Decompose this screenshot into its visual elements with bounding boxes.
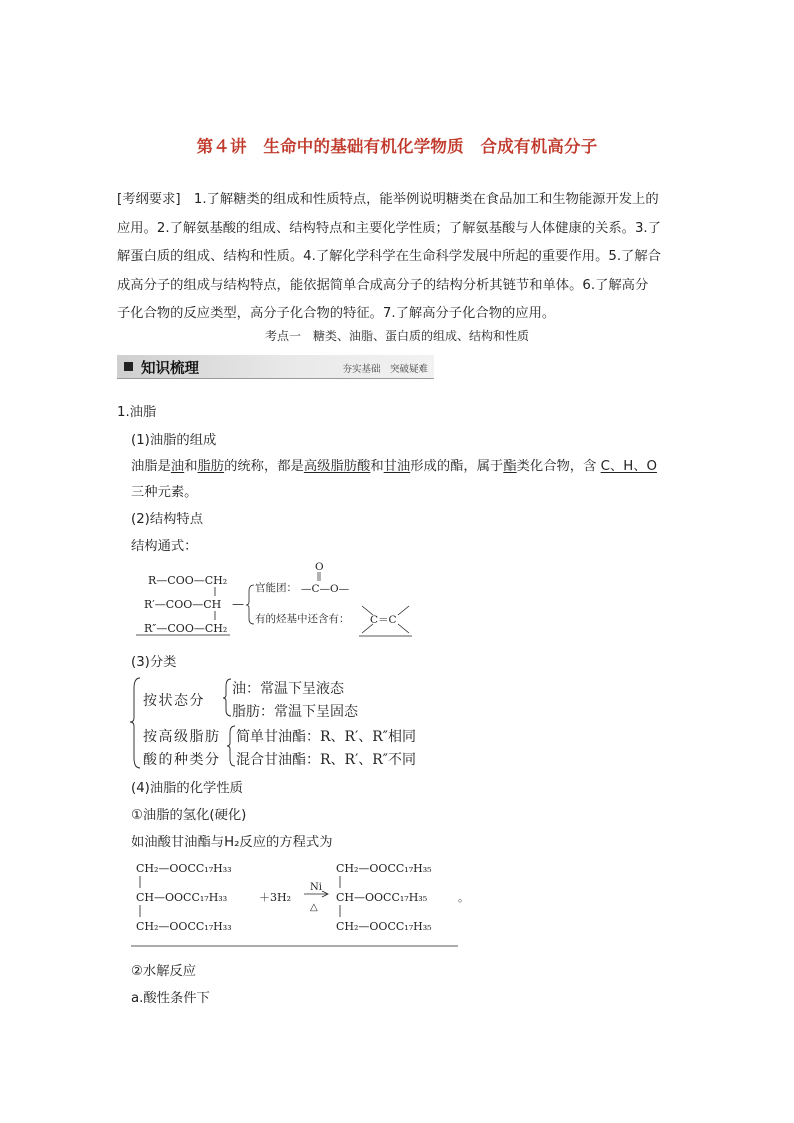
item-acidic-condition: a.酸性条件下 (131, 991, 210, 1006)
answer-blank: 脂肪 (197, 459, 225, 474)
class-mixed-glyceride: 混合甘油酯：R、R′、R″不同 (236, 752, 417, 768)
hydrogenation-equation (128, 852, 478, 950)
requirements-line-4: 成高分子的组成与结构特点，能依据简单合成高分子的结构分析其链节和单体。6.了解高分 (117, 277, 649, 293)
topic-heading: 考点一 糖类、油脂、蛋白质的组成、结构和性质 (264, 329, 529, 343)
formula-dash: — (232, 597, 244, 611)
text-fragment: 和 (184, 459, 198, 474)
product-row-2: CH—OOCC₁₇H₃₅ (336, 891, 428, 904)
text-fragment: 油脂是 (131, 459, 171, 474)
subheading-composition: (1)油脂的组成 (131, 433, 217, 448)
structure-label: 结构通式： (131, 539, 198, 554)
group-by-acid-line-1: 按高级脂肪 (143, 729, 221, 745)
answer-blank: 甘油 (383, 459, 411, 474)
classification-diagram (128, 674, 428, 772)
knowledge-bar-subtitle: 夯实基础 突破疑难 (342, 364, 428, 375)
hydrogen-reactant: ＋3H₂ (259, 891, 292, 904)
knowledge-bar (117, 355, 434, 379)
equation-end-mark: 。 (458, 891, 469, 904)
requirements-label: [考纲要求] (117, 192, 181, 207)
answer-blank: C、H、O (600, 459, 657, 474)
item-hydrogenation: ①油脂的氢化(硬化) (131, 808, 247, 823)
answer-blank: 油 (170, 459, 185, 474)
functional-group-label: 官能团： (255, 582, 297, 594)
formula-row-2: R′—COO—CH (144, 598, 222, 611)
knowledge-bar-title: 知识梳理 (141, 361, 199, 377)
text-fragment: 类化合物，含 (516, 459, 601, 474)
item-hydrolysis: ②水解反应 (131, 964, 197, 979)
heat-symbol: △ (310, 902, 318, 913)
triglyceride-structure-formula (130, 558, 420, 640)
product-row-3: CH₂—OOCC₁₇H₃₅ (336, 920, 432, 933)
square-bullet-icon (124, 362, 133, 371)
page-title: 第４讲 生命中的基础有机化学物质 合成有机高分子 (196, 137, 598, 156)
class-simple-glyceride: 简单甘油酯：R、R′、R″相同 (236, 729, 417, 745)
exam-requirements (117, 186, 679, 329)
reactant-row-1: CH₂—OOCC₁₇H₃₃ (136, 862, 232, 875)
composition-text (131, 455, 657, 474)
reactant-row-2: CH—OOCC₁₇H₃₃ (136, 891, 228, 904)
group-by-state: 按状态分 (143, 693, 205, 709)
answer-blank: 酯 (503, 459, 517, 474)
text-fragment: 和 (370, 459, 384, 474)
requirements-line-1: 1.了解糖类的组成和性质特点，能举例说明糖类在食品加工和生物能源开发上的 (180, 192, 659, 207)
requirements-line-5: 子化合物的反应类型，高分子化合物的特征。7.了解高分子化合物的应用。 (117, 306, 556, 322)
subheading-structure: (2)结构特点 (131, 512, 204, 527)
composition-text-line-2: 三种元素。 (131, 485, 198, 500)
requirements-line-2: 应用。2.了解氨基酸的组成、结构特点和主要化学性质；了解氨基酸与人体健康的关系。3.了 (117, 220, 661, 236)
subheading-classification: (3)分类 (131, 655, 177, 670)
extra-group-label: 有的烃基中还含有： (255, 613, 350, 625)
requirements-line-3: 解蛋白质的组成、结构和性质。4.了解化学科学在生命科学发展中所起的重要作用。5.了解合 (117, 249, 661, 265)
section-heading: 1.油脂 (117, 405, 157, 420)
group-by-acid-line-2: 酸的种类分 (143, 752, 221, 768)
class-fat: 脂肪：常温下呈固态 (232, 704, 358, 720)
carbon-double-bond: C＝C (370, 614, 397, 626)
text-fragment: 形成的酯，属于 (410, 459, 504, 474)
catalyst-label: Ni (310, 882, 322, 893)
formula-row-3: R″—COO—CH₂ (144, 622, 228, 635)
subheading-chemical-properties: (4)油脂的化学性质 (131, 781, 243, 796)
answer-blank: 高级脂肪酸 (303, 459, 371, 474)
formula-row-1: R—COO—CH₂ (148, 574, 228, 587)
text-fragment: 的统称，都是 (224, 459, 304, 474)
product-row-1: CH₂—OOCC₁₇H₃₅ (336, 862, 432, 875)
equation-intro: 如油酸甘油酯与H₂反应的方程式为 (131, 835, 333, 850)
class-oil: 油：常温下呈液态 (232, 681, 344, 697)
carbonyl-oxygen: O (315, 561, 324, 573)
reactant-row-3: CH₂—OOCC₁₇H₃₃ (136, 920, 232, 933)
ester-group: —C—O— (301, 583, 350, 595)
